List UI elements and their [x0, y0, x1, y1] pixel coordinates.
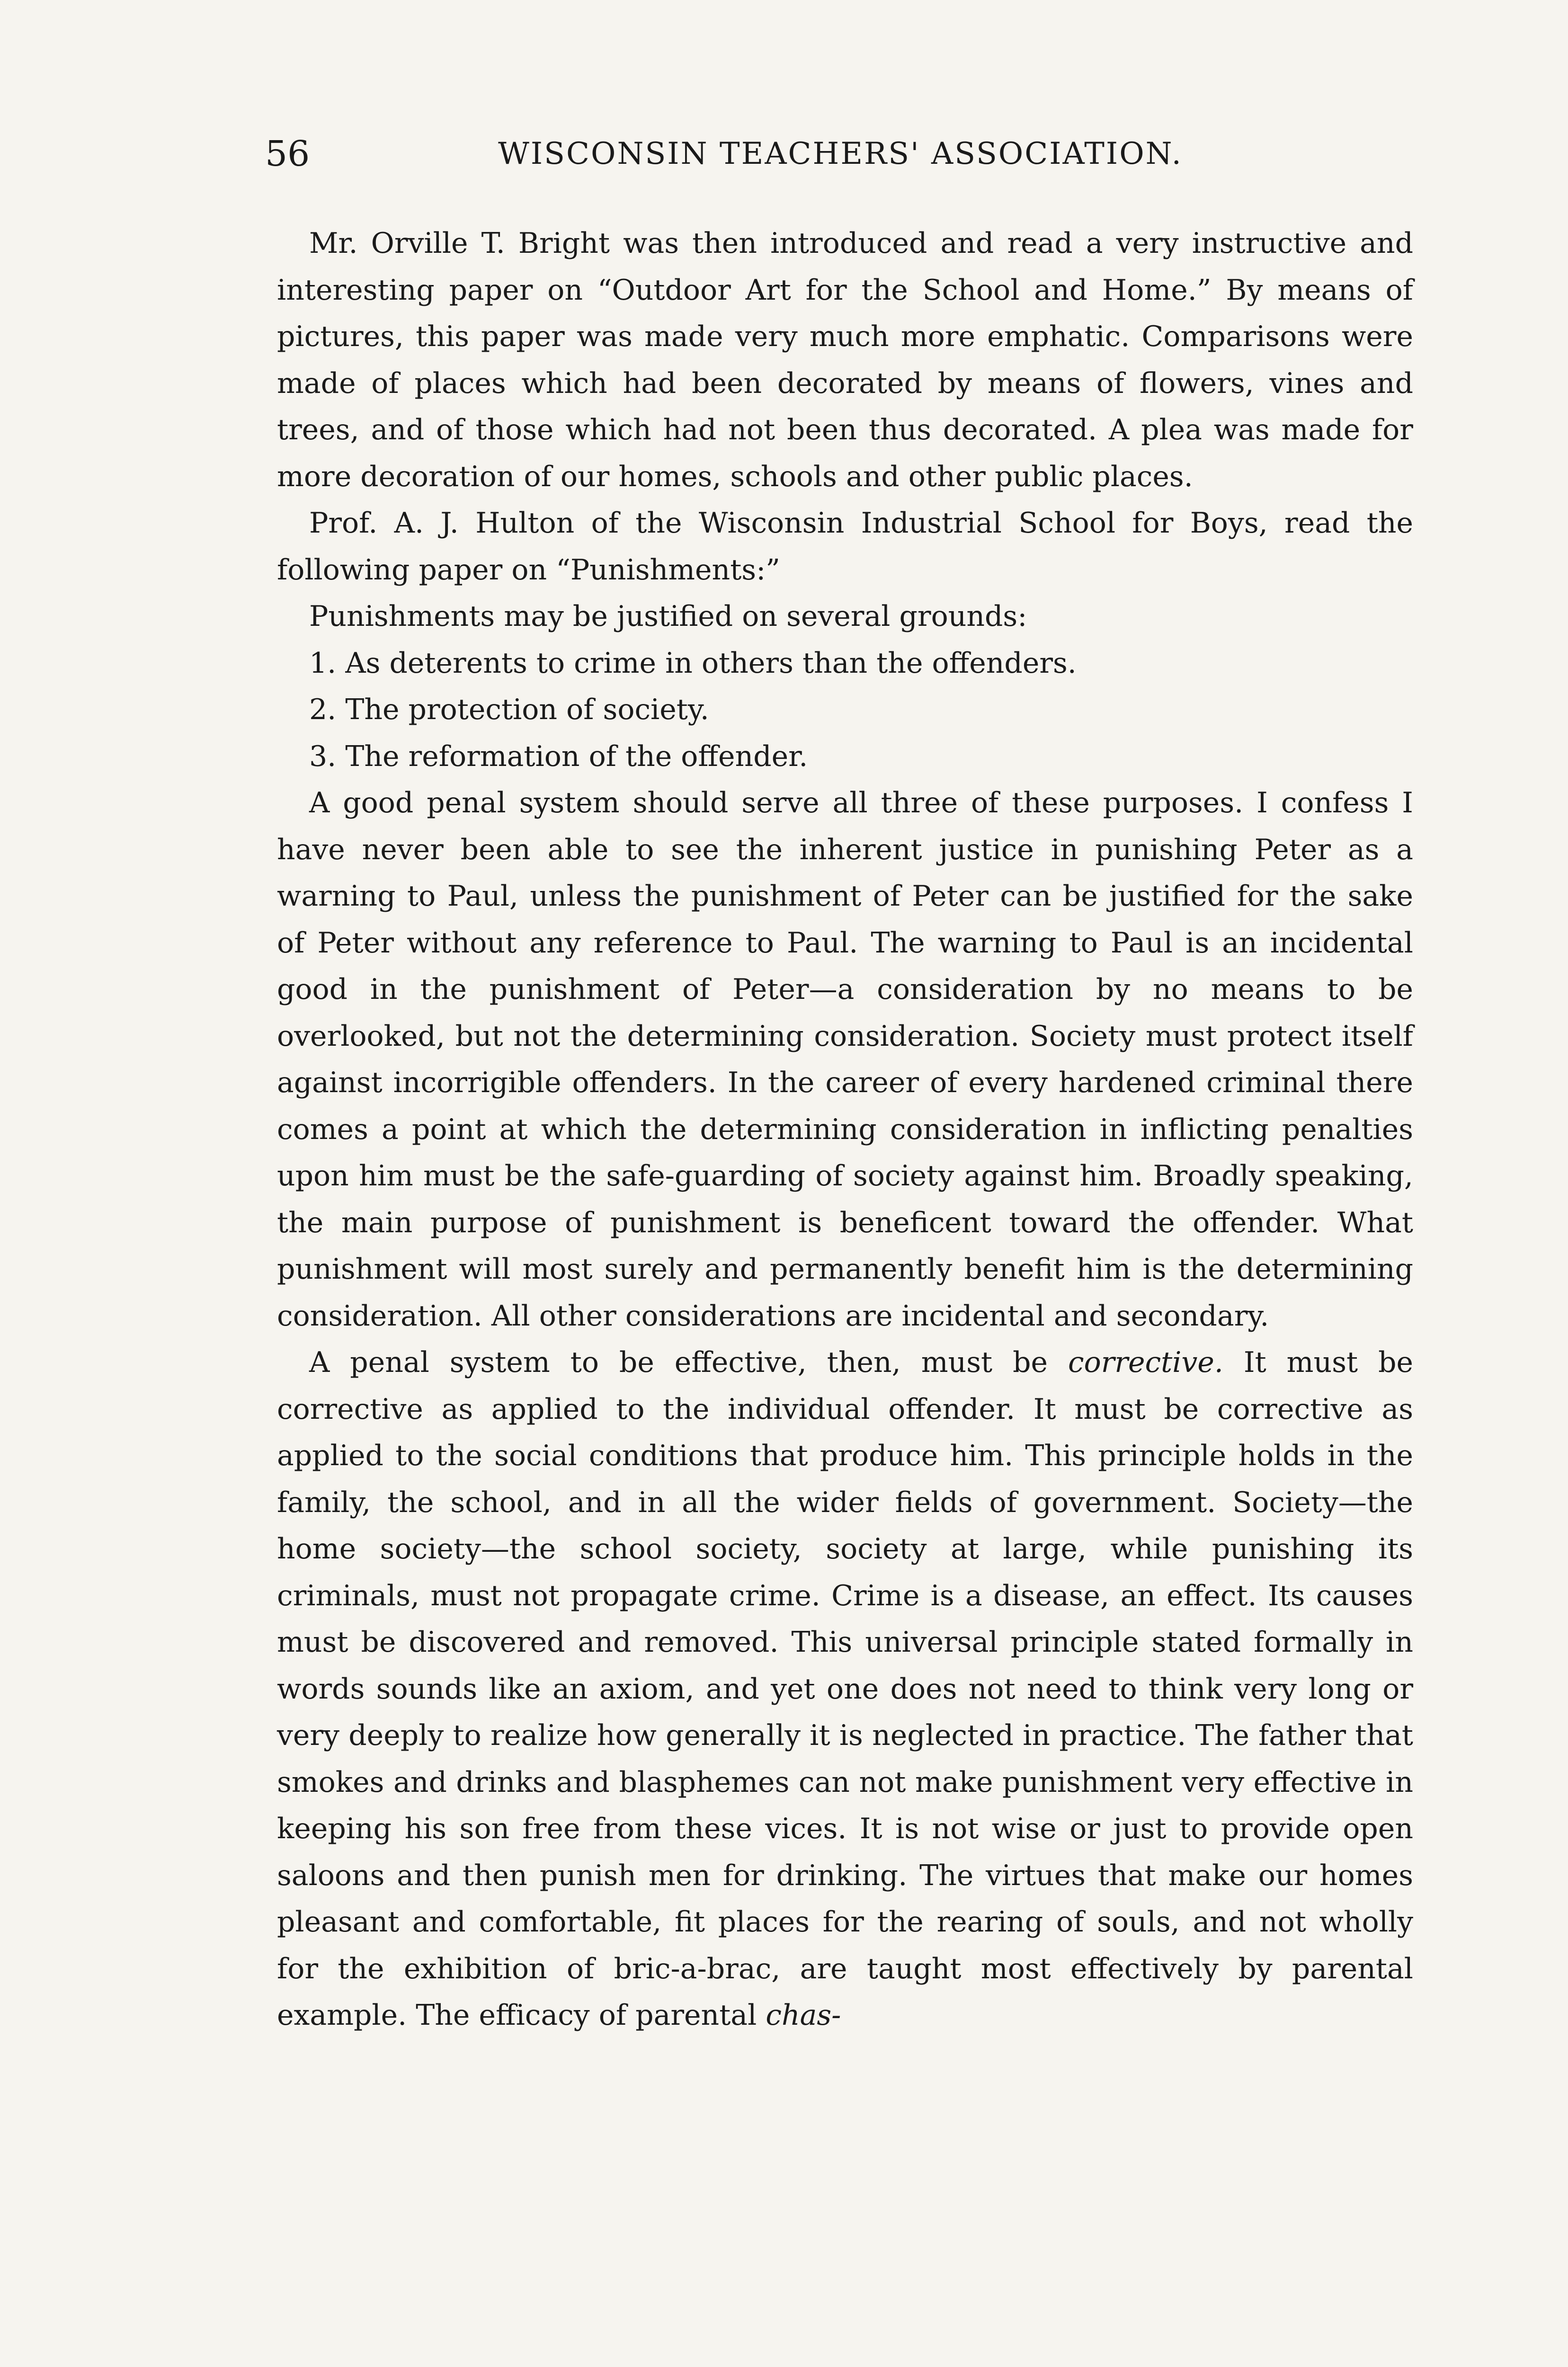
- italic-text: chas-: [766, 1999, 841, 2032]
- list-item: 2. The protection of society.: [309, 693, 709, 726]
- page-header: [265, 128, 1416, 180]
- text-run: A penal system to be effective, then, must be: [309, 1346, 1068, 1379]
- paragraph-corrective: [277, 1339, 1413, 2039]
- paragraph-bright: Mr. Orville T. Bright was then introduced and read a very instructive and interesting paper on “Outdoor Art for the School and Home.” By means of pictures, this paper was made very much more emphatic. Comparisons were made of places which had been decorated by means of flowers, vines and trees, and of those which had not been thus decorated. A plea was made for more decoration of our homes, schools and other public places.: [277, 227, 1413, 493]
- paragraph-grounds-intro: Punishments may be justified on several grounds:: [309, 600, 1027, 633]
- italic-text: corrective.: [1068, 1346, 1223, 1379]
- list-item: 3. The reformation of the offender.: [309, 739, 808, 773]
- list-item: 1. As deterents to crime in others than the offenders.: [309, 646, 1077, 680]
- body-text: [277, 220, 1413, 2039]
- paragraph-hulton: Prof. A. J. Hulton of the Wisconsin Industrial School for Boys, read the following paper on “Punishments:”: [277, 507, 1413, 587]
- text-run: It must be corrective as applied to the individual offender. It must be corrective as applied to the social conditions that produce him. This principle holds in the family, the school, and in all the wider fields of government. Society—the home society—the school society, society at large, while punishing its criminals, must not propagate crime. Crime is a disease, an effect. Its causes must be discovered and removed. This universal principle stated formally in words sounds like an axiom, and yet one does not need to think very long or very deeply to realize how generally it is neglected in practice. The father that smokes and drinks and blasphemes can not make punishment very effective in keeping his son free from these vices. It is not wise or just to provide open saloons and then punish men for drinking. The virtues that make our homes pleasant and comfortable, fit places for the rearing of souls, and not wholly for the exhibition of bric-a-brac, are taught most effectively by parental example. The efficacy of parental: [277, 1346, 1413, 2032]
- paragraph-penal-system: A good penal system should serve all three of these purposes. I confess I have never been able to see the inherent justice in punishing Peter as a warning to Paul, unless the punishment of Peter can be justified for the sake of Peter without any reference to Paul. The warning to Paul is an incidental good in the punishment of Peter—a consideration by no means to be overlooked, but not the determining consideration. Society must protect itself against incorrigible offenders. In the career of every hardened criminal there comes a point at which the determining consideration in inflicting penalties upon him must be the safe-guarding of society against him. Broadly speaking, the main purpose of punishment is beneficent toward the offender. What punishment will most surely and permanently benefit him is the determining consideration. All other considerations are incidental and secondary.: [277, 786, 1413, 1333]
- running-head: WISCONSIN TEACHERS' ASSOCIATION.: [498, 136, 1183, 171]
- page-number: 56: [265, 133, 310, 174]
